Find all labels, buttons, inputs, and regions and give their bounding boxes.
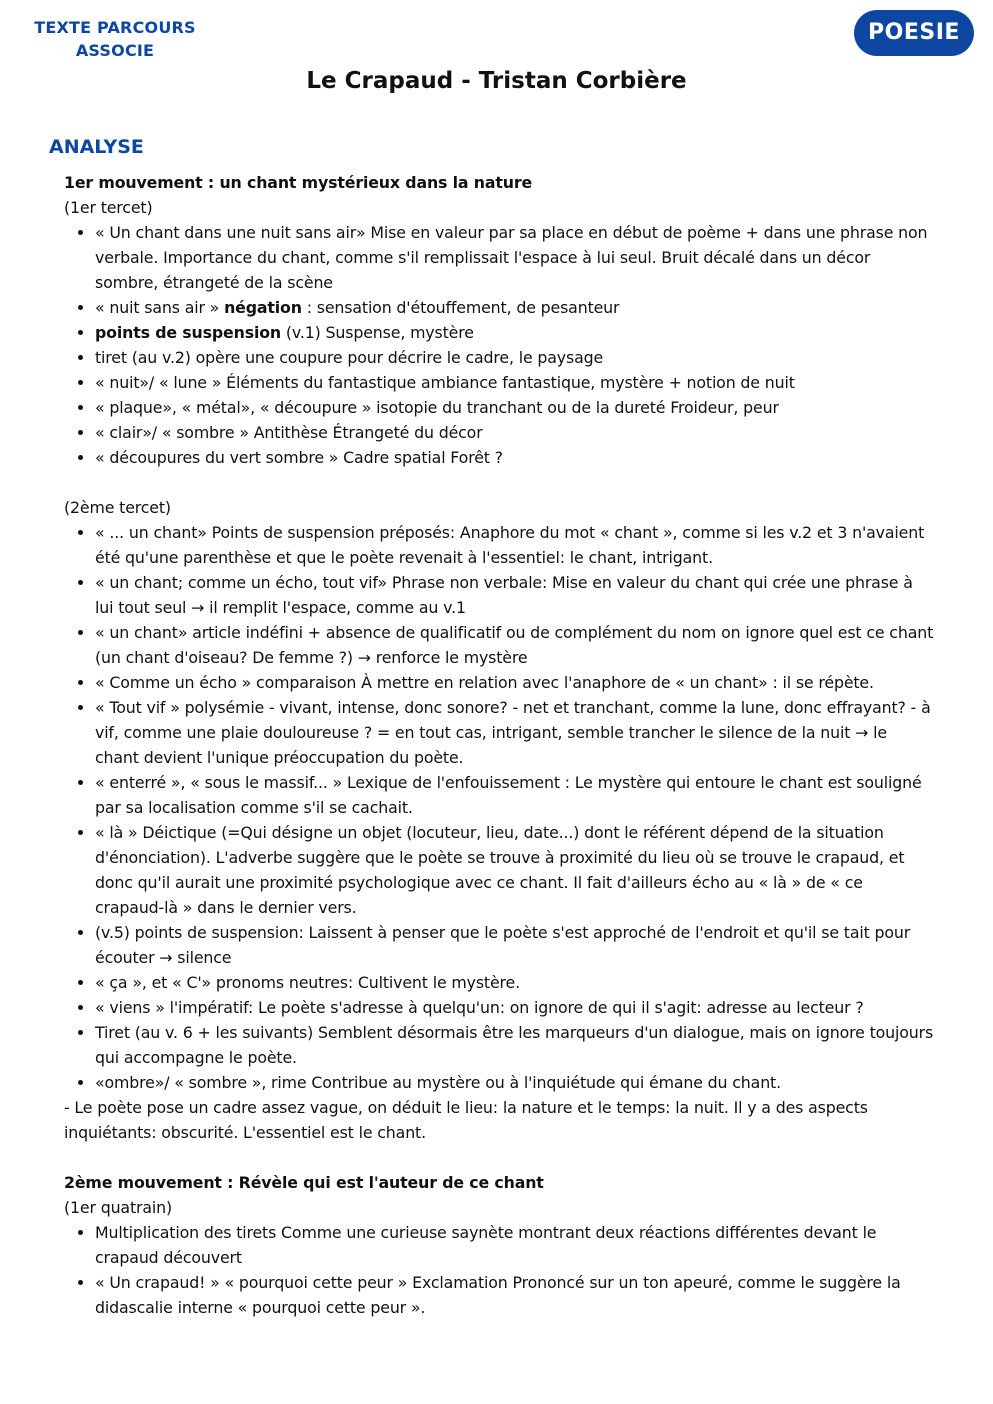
tercet-1-label: (1er tercet) — [64, 198, 153, 217]
quatrain-1-list — [64, 1220, 934, 1320]
list-item: • « ça », et « C'» pronoms neutres: Cultivent le mystère. — [95, 970, 934, 995]
list-item: • « enterré », « sous le massif... » Lexique de l'enfouissement : Le mystère qui entoure le chant est souligné par sa localisation comme s'il se cachait. — [95, 770, 934, 820]
tercet-2-list — [64, 520, 934, 1095]
list-item: • « Tout vif » polysémie - vivant, intense, donc sonore? - net et tranchant, comme la lune, donc effrayant? - à vif, comme une plaie douloureuse ? = en tout cas, intrigant, semble trancher le silence de la nuit → le chant devient l'unique préoccupation du poète. — [95, 695, 934, 770]
list-item: • « un chant» article indéfini + absence de qualificatif ou de complément du nom on ignore quel est ce chant (un chant d'oiseau? De femme ?) → renforce le mystère — [95, 620, 934, 670]
quatrain-1-label: (1er quatrain) — [64, 1198, 173, 1217]
list-item: • « nuit»/ « lune » Éléments du fantastique ambiance fantastique, mystère + notion de nuit — [95, 370, 934, 395]
list-item: • « un chant; comme un écho, tout vif» Phrase non verbale: Mise en valeur du chant qui crée une phrase à lui tout seul → il remplit l'espace, comme au v.1 — [95, 570, 934, 620]
list-item: • « viens » l'impératif: Le poète s'adresse à quelqu'un: on ignore de qui il s'agit: adresse au lecteur ? — [95, 995, 934, 1020]
list-item: • « Comme un écho » comparaison À mettre en relation avec l'anaphore de « un chant» : il se répète. — [95, 670, 934, 695]
list-item: • (v.5) points de suspension: Laissent à penser que le poète s'est approché de l'endroit et qu'il se tait pour écouter → silence — [95, 920, 934, 970]
corner-label — [30, 16, 200, 62]
list-item: • « là » Déictique (=Qui désigne un objet (locuteur, lieu, date...) dont le référent dépend de la situation d'énonciation). L'adverbe suggère que le poète se trouve à proximité du lieu où se trouve le crapaud, et donc qu'il aurait une proximité psychologique avec ce chant. Il fait d'ailleurs écho au « là » de « ce crapaud-là » dans le dernier vers. — [95, 820, 934, 920]
movement-2-title: 2ème mouvement : Révèle qui est l'auteur de ce chant — [64, 1173, 544, 1192]
list-item: • tiret (au v.2) opère une coupure pour décrire le cadre, le paysage — [95, 345, 934, 370]
list-item: • « plaque», « métal», « découpure » isotopie du tranchant ou de la dureté Froideur, peur — [95, 395, 934, 420]
list-item: • points de suspension (v.1) Suspense, mystère — [95, 320, 934, 345]
movement-1-title: 1er mouvement : un chant mystérieux dans la nature — [64, 173, 533, 192]
page-title: Le Crapaud - Tristan Corbière — [306, 68, 687, 94]
list-item: • « clair»/ « sombre » Antithèse Étrangeté du décor — [95, 420, 934, 445]
tercet-1-list — [64, 220, 934, 470]
corner-label-line-1: TEXTE PARCOURS — [34, 18, 196, 37]
list-item: • Multiplication des tirets Comme une curieuse saynète montrant deux réactions différentes devant le crapaud découvert — [95, 1220, 934, 1270]
list-item: • « Un chant dans une nuit sans air» Mise en valeur par sa place en début de poème + dans une phrase non verbale. Importance du chant, comme s'il remplissait l'espace à lui seul. Bruit décalé dans un décor sombre, étrangeté de la scène — [95, 220, 934, 295]
list-item: • « découpures du vert sombre » Cadre spatial Forêt ? — [95, 445, 934, 470]
genre-badge: POESIE — [854, 10, 974, 56]
list-item: • «ombre»/ « sombre », rime Contribue au mystère ou à l'inquiétude qui émane du chant. — [95, 1070, 934, 1095]
section-heading: ANALYSE — [49, 136, 144, 158]
movement-1-conclusion: - Le poète pose un cadre assez vague, on déduit le lieu: la nature et le temps: la nuit. Il y a des aspects inquiétants: obscurité. L'essentiel est le chant. — [64, 1098, 868, 1142]
list-item: • « Un crapaud! » « pourquoi cette peur » Exclamation Prononcé sur un ton apeuré, comme le suggère la didascalie interne « pourquoi cette peur ». — [95, 1270, 934, 1320]
list-item: • Tiret (au v. 6 + les suivants) Semblent désormais être les marqueurs d'un dialogue, mais on ignore toujours qui accompagne le poète. — [95, 1020, 934, 1070]
corner-label-line-2: ASSOCIE — [75, 41, 155, 60]
list-item: • « nuit sans air » négation : sensation d'étouffement, de pesanteur — [95, 295, 934, 320]
list-item: • « ... un chant» Points de suspension préposés: Anaphore du mot « chant », comme si les v.2 et 3 n'avaient été qu'une parenthèse et que le poète revenait à l'essentiel: le chant, intrigant. — [95, 520, 934, 570]
tercet-2-label: (2ème tercet) — [64, 498, 171, 517]
analysis-content — [64, 170, 934, 1320]
